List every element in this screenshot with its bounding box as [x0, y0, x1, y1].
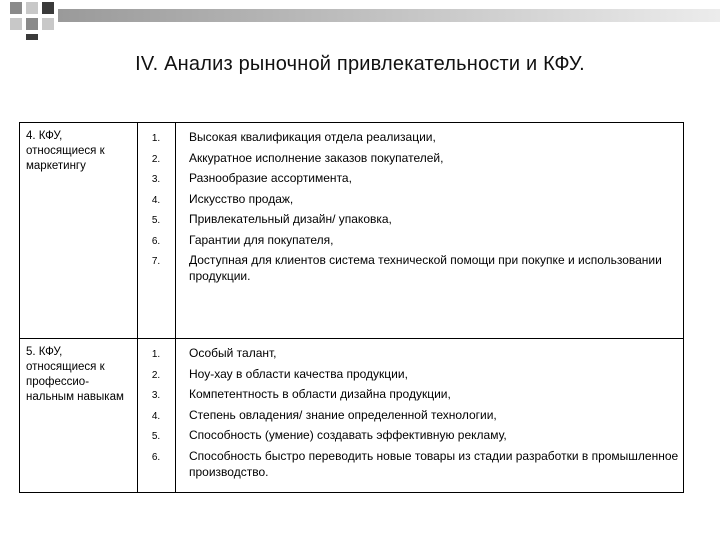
slide-title: IV. Анализ рыночной привлекательности и КФУ. [135, 53, 585, 75]
list-item: Аккуратное исполнение заказов покупателей, [189, 150, 444, 165]
list-item: Доступная для клиентов система технической помощи при покупке и использовании продукции. [189, 253, 662, 283]
item-number: 5. [151, 431, 161, 442]
items-column [189, 127, 679, 284]
list-item: Особый талант, [189, 346, 277, 360]
list-item: Степень овладения/ знание определенной технологии, [189, 407, 497, 422]
list-item: Гарантии для покупателя, [189, 232, 334, 247]
item-number: 2. [151, 369, 161, 381]
list-item: Способность (умение) создавать эффективную рекламу, [189, 428, 507, 442]
items-column [189, 343, 679, 480]
list-item: Компетентность в области дизайна продукции, [189, 387, 451, 401]
list-item: Искусство продаж, [189, 191, 294, 206]
item-number: 6. [151, 451, 161, 463]
column-divider [175, 339, 176, 492]
category-cell: 5. КФУ, относящиеся к профессио-нальным навыкам [26, 346, 124, 403]
category-cell: 4. КФУ, относящиеся к маркетингу [26, 130, 105, 172]
number-column [138, 129, 174, 273]
kfu-table [19, 122, 684, 493]
item-number: 3. [151, 174, 161, 185]
number-column [138, 345, 174, 468]
item-number: 1. [151, 133, 161, 144]
item-number: 4. [151, 410, 161, 422]
list-item: Привлекательный дизайн/ упаковка, [189, 212, 392, 226]
list-item: Разнообразие ассортимента, [189, 171, 352, 185]
item-number: 5. [151, 215, 161, 226]
item-number: 7. [151, 256, 161, 267]
list-item: Способность быстро переводить новые товары из стадии разработки в промышленное производство. [189, 448, 679, 479]
item-number: 2. [151, 153, 161, 165]
list-item: Ноу-хау в области качества продукции, [189, 366, 408, 381]
item-number: 6. [151, 235, 161, 247]
table-row [20, 339, 683, 492]
table-row [20, 123, 683, 339]
list-item: Высокая квалификация отдела реализации, [189, 130, 436, 144]
column-divider [175, 123, 176, 338]
item-number: 4. [151, 194, 161, 206]
item-number: 1. [151, 349, 161, 360]
item-number: 3. [151, 390, 161, 401]
decorative-header-squares [0, 0, 720, 40]
